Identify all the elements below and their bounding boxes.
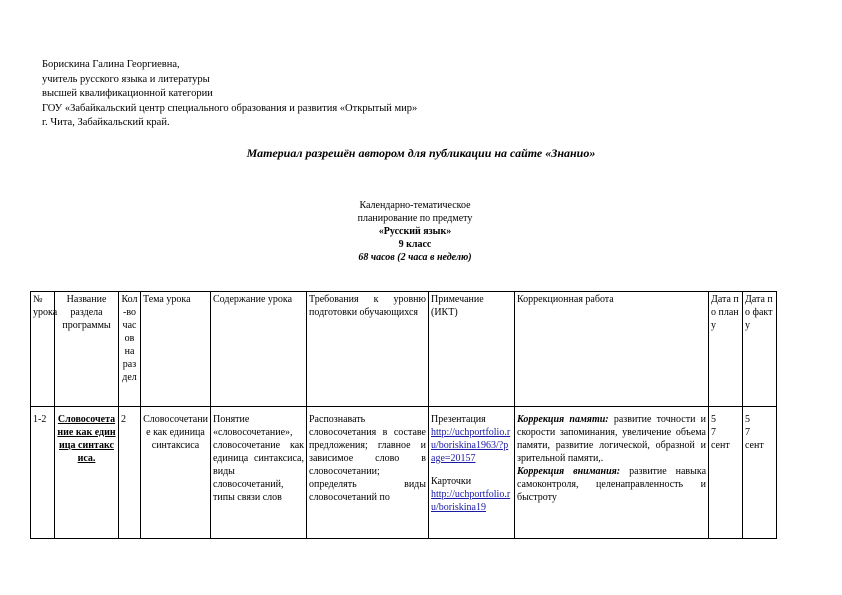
header-correction: Коррекционная работа [515,292,709,407]
cell-requirements: Распознавать словосочетания в составе предложения; главное и зависимое слово в словосочетании; определять виды словосочетаний по [307,407,429,539]
cell-num: 1-2 [31,407,55,539]
header-date-fact: Дата по факту [743,292,777,407]
header-section: Название раздела программы [55,292,119,407]
plan-title-block [230,199,600,264]
header-date-plan: Дата по плану [709,292,743,407]
table-header-row [31,292,777,407]
author-city: г. Чита, Забайкальский край. [42,117,170,128]
memory-correction-text: развитие точности и скорости запоминания, увеличение объема памяти, развитие логической, образной и зрительной памяти,. [517,414,707,464]
date-fact-month: 7 [745,427,750,438]
header-num: № урока [31,292,55,407]
author-category: высшей квалификационной категории [42,88,213,99]
author-organization: ГОУ «Забайкальский центр специального образования и развития «Открытый мир» [42,102,418,114]
subject-title: «Русский язык» [378,226,452,237]
author-name: Борискина Галина Георгиевна, [42,59,180,70]
header-topic: Тема урока [141,292,211,407]
note-label-cards: Карточки [431,476,472,487]
header-hours: Кол-во часов на раздел [119,292,141,407]
title-line-2: планирование по предмету [357,213,473,224]
memory-correction-title: Коррекция памяти: [517,414,609,425]
header-content: Содержание урока [211,292,307,407]
attention-correction-title: Коррекция внимания: [517,466,621,477]
cell-correction [515,407,709,539]
date-fact-unit: сент [745,440,764,451]
attention-correction-text: развитие навыка самоконтроля, целенаправленность и быстроту [517,466,707,503]
cell-hours: 2 [119,407,141,539]
date-fact-day: 5 [745,414,750,425]
planning-table [30,291,777,539]
grade-title: 9 класс [398,239,432,250]
publication-notice: Материал разрешён автором для публикации на сайте «Знанио» [246,146,596,160]
presentation-link[interactable]: http://uchportfolio.ru/boriskina1963/?page=20157 [431,427,511,464]
author-info [42,58,417,131]
author-position: учитель русского языка и литературы [42,73,210,85]
cell-content: Понятие «словосочетание», словосочетание как единица синтаксиса, виды словосочетаний, типы связи слов [211,407,307,539]
hours-title: 68 часов (2 часа в неделю) [358,252,472,263]
cards-link[interactable]: http://uchportfolio.ru/boriskina19 [431,489,511,513]
cell-section: Словосочетание как единица синтаксиса. [55,407,119,539]
cell-date-plan [709,407,743,539]
cell-note [429,407,515,539]
cell-date-fact [743,407,777,539]
date-plan-month: 7 [711,427,716,438]
date-plan-day: 5 [711,414,716,425]
note-label-presentation: Презентация [431,414,486,425]
header-note: Примечание (ИКТ) [429,292,515,407]
title-line-1: Календарно-тематическое [359,200,471,211]
table-row [31,407,777,539]
date-plan-unit: сент [711,440,730,451]
cell-topic: Словосочетание как единица синтаксиса [141,407,211,539]
header-requirements: Требования к уровню подготовки обучающихся [307,292,429,407]
